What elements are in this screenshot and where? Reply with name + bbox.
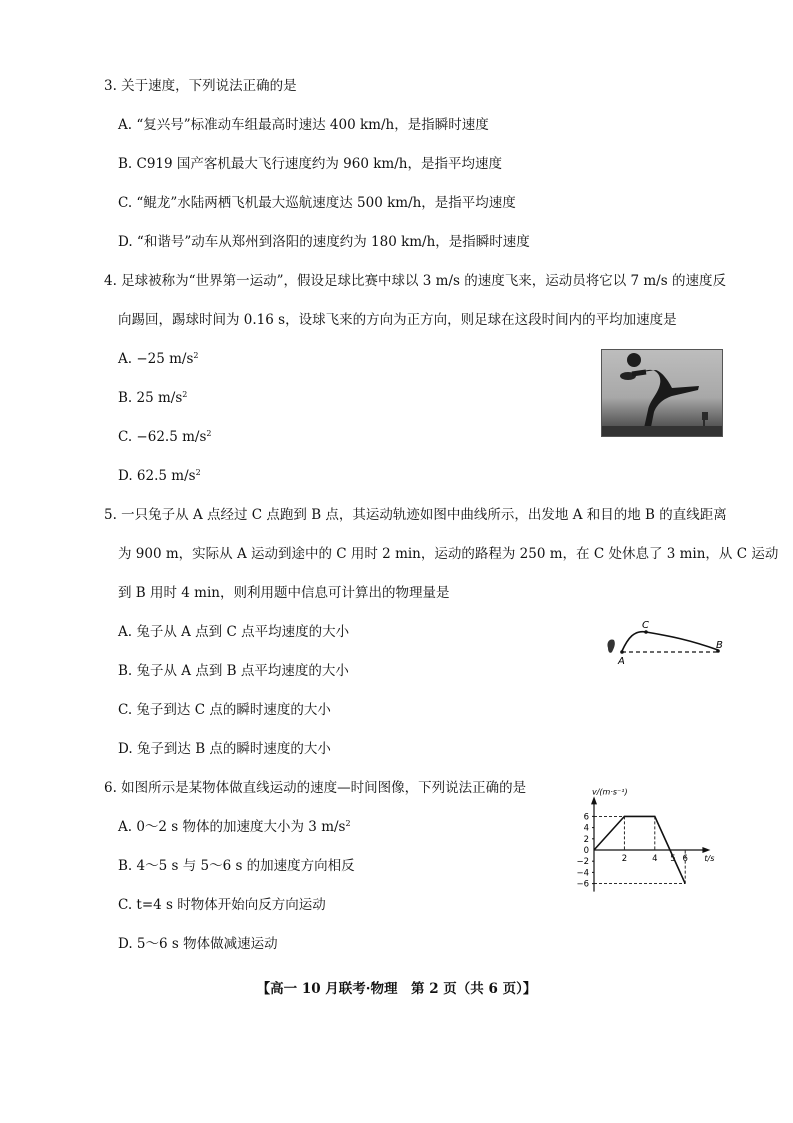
x-tick-label: 4 [652,854,658,864]
y-tick-label: −4 [576,868,589,879]
y-tick-label: −2 [576,857,589,868]
q5-stem-line2: 为 900 m，实际从 A 运动到途中的 C 用时 2 min，运动的路程为 250 m，在 C 处休息了 3 min，从 C 运动 [118,546,779,562]
y-axis-label: v/(m·s⁻¹) [592,787,628,797]
x-axis-label: t/s [704,854,715,863]
q3-stem: 3. 关于速度，下列说法正确的是 [104,78,297,94]
y-tick-label: 4 [583,823,589,834]
q4-option-a: A. −25 $m/s^2$ [118,351,199,367]
q4-option-c: C. −62.5 $m/s^2$ [118,429,212,445]
y-tick-label: −6 [576,879,589,890]
q6-option-d: D. 5～6 s 物体做减速运动 [118,936,278,952]
q5-stem-line3: 到 B 用时 4 min，则利用题中信息可计算出的物理量是 [118,585,450,601]
q6-option-b: B. 4～5 s 与 5～6 s 的加速度方向相反 [118,858,355,874]
y-tick-label: 0 [583,846,589,856]
diagram-label-b: B [716,640,723,651]
q3-option-d: D. “和谐号”动车从郑州到洛阳的速度约为 180 km/h，是指瞬时速度 [118,234,530,250]
q5-option-d: D. 兔子到达 B 点的瞬时速度的大小 [118,741,331,757]
x-tick-label: 2 [621,854,628,864]
q6-option-c: C. t=4 s 时物体开始向反方向运动 [118,897,326,913]
q4-stem-line2: 向踢回，踢球时间为 0.16 s，设球飞来的方向为正方向，则足球在这段时间内的平均加速度是 [118,312,677,328]
diagram-label-a: A [618,656,625,667]
q5-option-b: B. 兔子从 A 点到 B 点平均速度的大小 [118,663,349,679]
q3-option-b: B. C919 国产客机最大飞行速度约为 960 km/h，是指平均速度 [118,156,502,172]
q3-option-c: C. “鲲龙”水陆两栖飞机最大巡航速度达 500 km/h，是指平均速度 [118,195,516,211]
x-tick-label: 6 [682,854,688,864]
page-footer: 【高一 10 月联考·物理 第 2 页（共 6 页）】 [256,981,537,997]
y-tick-label: 6 [583,812,589,823]
y-axis-arrow [591,796,597,804]
q4-option-d: D. 62.5 $m/s^2$ [118,468,201,484]
rabbit-icon [607,639,614,652]
q4-stem-line1: 4. 足球被称为“世界第一运动”，假设足球比赛中球以 3 m/s 的速度飞来，运动员将它以 7 m/s 的速度反 [104,273,726,289]
q5-stem-line1: 5. 一只兔子从 A 点经过 C 点跑到 B 点，其运动轨迹如图中曲线所示，出发地 A 和目的地 B 的直线距离 [104,507,727,523]
q3-option-a: A. “复兴号”标准动车组最高时速达 400 km/h，是指瞬时速度 [118,117,489,133]
q5-option-c: C. 兔子到达 C 点的瞬时速度的大小 [118,702,331,718]
velocity-time-chart [558,768,728,910]
soccer-player-photo [601,349,723,437]
q5-option-a: A. 兔子从 A 点到 C 点平均速度的大小 [118,624,350,640]
rabbit-trajectory-diagram [600,618,730,668]
q4-option-b: B. 25 $m/s^2$ [118,390,188,406]
x-axis-arrow [702,847,710,853]
q6-option-a: A. 0～2 s 物体的加速度大小为 3 $m/s^2$ [118,819,351,835]
x-tick-label: 5 [670,854,676,864]
y-tick-label: 2 [583,834,589,845]
diagram-label-c: C [642,620,649,631]
trajectory-curve [622,632,718,651]
q6-stem: 6. 如图所示是某物体做直线运动的速度—时间图像，下列说法正确的是 [104,780,527,796]
